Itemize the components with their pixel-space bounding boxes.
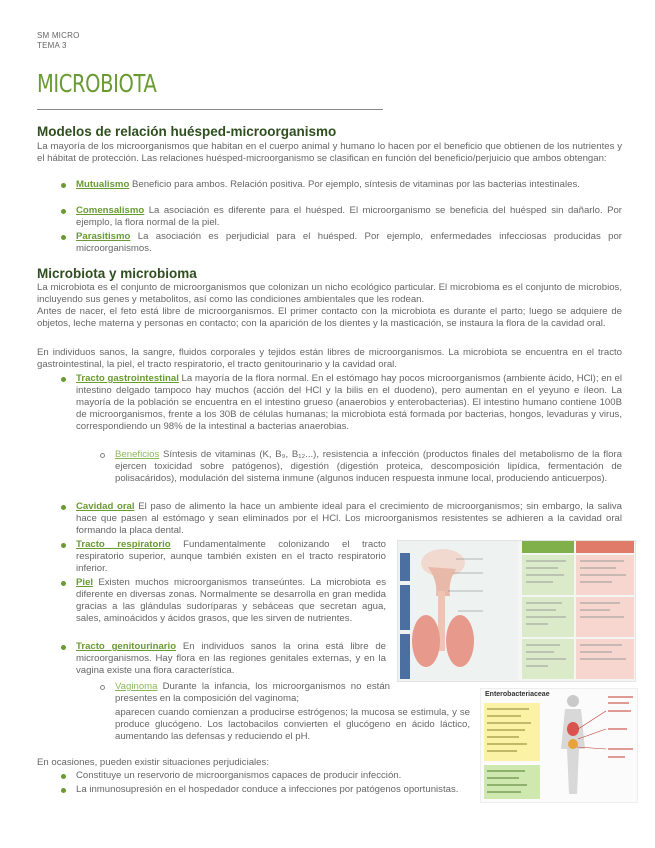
term-piel: Piel [76, 577, 94, 588]
microbiota-definition: La microbiota es el conjunto de microorganismos que colonizan un nicho ecológico particular. El microbioma es el conjunto de microbios, incluyendo sus genes y metabolitos, así como las condiciones ambientales que les rodean. [37, 282, 622, 305]
circle-bullet-icon [100, 453, 105, 458]
microbiota-location: En individuos sanos, la sangre, fluidos corporales y tejidos están libres de microorganismos. La microbiota se encuentra en el tracto gastrointestinal, la piel, el tracto respiratorio, el tracto genitourinario y la cavidad oral. [37, 347, 622, 370]
bullet-icon [61, 505, 66, 510]
figure-caption: Enterobacteriaceae [485, 691, 550, 698]
bullet-icon [61, 645, 66, 650]
bullet-icon [61, 235, 66, 240]
bullet-icon [61, 209, 66, 214]
title-divider [37, 109, 383, 110]
relations-intro: La mayoría de los microorganismos que habitan en el cuerpo animal y humano lo hacen por el beneficio que obtienen de los nutrientes y el hábitat de protección. Las relaciones huésped-microorganismo se clasifican en función del beneficio/perjuicio que ambos obtengan: [37, 141, 622, 164]
list-item-piel: Piel Existen muchos microorganismos transeúntes. La microbiota es diferente en diversas zonas. Normalmente se desarrolla en gran medida gracias a las glándulas sudoríparas y sebáceas que secretan agua, sales, aminoácidos y ácidos grasos, que les sirven de nutrientes. [76, 577, 386, 624]
bullet-icon [61, 377, 66, 382]
course-label: SM MICRO [37, 31, 80, 40]
list-item-respiratorio: Tracto respiratorio Fundamentalmente colonizando el tracto respiratorio superior, aunque también existen en el tracto respiratorio inferior. [76, 539, 386, 574]
list-item-vaginoma: Vaginoma Durante la infancia, los microorganismos no están presentes en la composición del vaginoma; [115, 681, 390, 704]
topic-label: TEMA 3 [37, 41, 67, 50]
anatomy-microbiota-figure [397, 540, 636, 682]
bullet-icon [61, 543, 66, 548]
list-item-oral: Cavidad oral El paso de alimento la hace un ambiente ideal para el crecimiento de microorganismos; sin embargo, la saliva hace que pasen al estómago y sean eliminados por el HCl. Los microorganismos resistentes se adhieren a la cavidad oral formando la placa dental. [76, 501, 622, 536]
list-item-gastro: Tracto gastrointestinal La mayoría de la flora normal. En el estómago hay pocos microorganismos (ambiente ácido, HCl); en el intestino delgado tampoco hay muchos (acción del HCl y la bilis en el duodeno), pero aumentan en el yeyuno e íleon. La mayoría de la población se encuentra en el intestino grueso (anaerobios y enterobacterias). El intestino humano contiene 100B de microorganismos, frente a los 30B de células humanas; la microbiota está formada por bacterias, hongos, levaduras y virus, correspondiendo un 98% de la intestinal a bacterias anaerobias. [76, 373, 623, 432]
harm-item-reservoir: Constituye un reservorio de microorganismos capaces de producir infección. [76, 770, 402, 781]
term-respiratorio: Tracto respiratorio [76, 539, 171, 550]
list-item-genitourinario: Tracto genitourinario En individuos sanos la orina está libre de microorganismos. Hay flora en las regiones genitales externas, y en la vagina existe una flora característica. [76, 641, 386, 676]
term-parasitismo: Parasitismo [76, 231, 131, 242]
vaginoma-continued: aparecen cuando comienzan a producirse estrógenos; la mucosa se estimula, y se produce glucógeno. Los lactobacilos convierten el glucógeno en ácido láctico, aumentando las defensas y reduciendo el pH. [115, 707, 470, 742]
term-genitourinario: Tracto genitourinario [76, 641, 177, 652]
list-item-comensalismo: Comensalismo La asociación es diferente para el huésped. El microorganismo se beneficia del huésped sin dañarlo. Por ejemplo, la flora normal de la piel. [76, 205, 622, 228]
bullet-icon [61, 788, 66, 793]
term-mutualismo: Mutualismo [76, 179, 130, 190]
list-item-mutualismo: Mutualismo Beneficio para ambos. Relación positiva. Por ejemplo, síntesis de vitaminas por las bacterias intestinales. [76, 179, 580, 190]
term-beneficios: Beneficios [115, 449, 160, 460]
harm-item-immunosuppression: La inmunosupresión en el hospedador conduce a infecciones por patógenos oportunistas. [76, 784, 459, 795]
section-heading-microbiota: Microbiota y microbioma [37, 266, 197, 281]
page-title: MICROBIOTA [37, 69, 157, 98]
term-comensalismo: Comensalismo [76, 205, 145, 216]
list-item-parasitismo: Parasitismo La asociación es perjudicial para el huésped. Por ejemplo, enfermedades infecciosas producidas por microorganismos. [76, 231, 622, 254]
bullet-icon [61, 581, 66, 586]
section-heading-relations: Modelos de relación huésped-microorganismo [37, 124, 337, 139]
term-vaginoma: Vaginoma [115, 681, 158, 692]
circle-bullet-icon [100, 685, 105, 690]
harmful-intro: En ocasiones, pueden existir situaciones perjudiciales: [37, 757, 269, 768]
bullet-icon [61, 774, 66, 779]
list-item-beneficios: Beneficios Síntesis de vitaminas (K, B₉, B₁₂...), resistencia a infección (productos finales del metabolismo de la flora ejercen toxicidad sobre patógenos), digestión (digestión proteica, descomposición lipídica, fermentación de polisacáridos), modulación del sistema inmune (algunos inducen respuesta inmune local, produciendo anticuerpos). [115, 449, 622, 484]
enterobacteria-figure [480, 688, 638, 803]
term-gastro: Tracto gastrointestinal [76, 373, 179, 384]
term-oral: Cavidad oral [76, 501, 135, 512]
body-map-diagram [481, 689, 637, 802]
anatomy-diagram [398, 541, 635, 681]
microbiota-acquisition: Antes de nacer, el feto está libre de microorganismos. El primer contacto con la microbiota es durante el parto; luego se adquiere de objetos, leche materna y personas en contacto; con la aparición de los dientes y la masticación, se instaura la flora de la cavidad oral. [37, 306, 622, 329]
page-header [37, 31, 80, 51]
bullet-icon [61, 183, 66, 188]
